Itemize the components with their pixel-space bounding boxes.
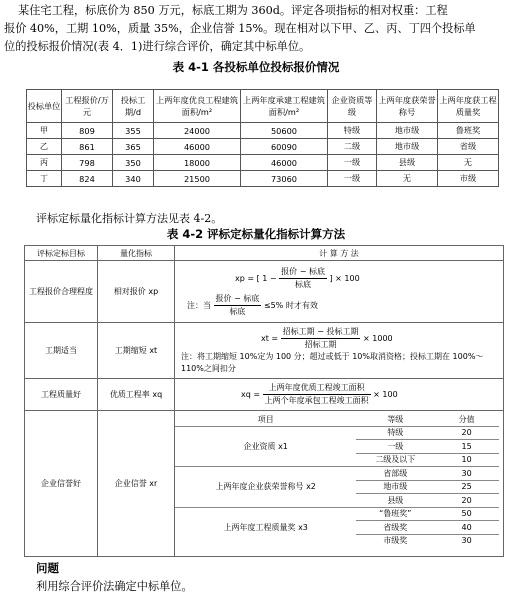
table-row bbox=[25, 323, 504, 379]
price-note: 注：当 $\frac{\text{报价 − 标底}}{\text{标底}}$ ≤5% 时才有效 bbox=[187, 293, 318, 316]
table2-reference-text: 评标定标量化指标计算方法见表 4-2。 bbox=[36, 212, 223, 225]
cell: 一级 bbox=[328, 155, 377, 171]
cell: 省级 bbox=[438, 139, 499, 155]
cell: 18000 bbox=[154, 155, 241, 171]
table-row bbox=[27, 155, 499, 171]
cell: 特级 bbox=[328, 123, 377, 139]
col-header: 评标定标目标 bbox=[25, 246, 98, 261]
cell: 809 bbox=[62, 123, 113, 139]
table-row bbox=[25, 379, 504, 411]
duration-formula: xt = $\frac{\text{招标工期 − 投标工期}}{\text{招标工期}}$ × 1000 bbox=[261, 327, 393, 349]
fraction: $\frac{\text{报价 − 标底}}{\text{标底}}$ bbox=[215, 293, 260, 316]
cell: 340 bbox=[113, 171, 154, 187]
cell: 无 bbox=[438, 155, 499, 171]
indicator-cell: 工期缩短 xt bbox=[98, 323, 175, 379]
cell: 824 bbox=[62, 171, 113, 187]
score: 50 bbox=[434, 507, 499, 521]
inner-col-header: 等级 bbox=[387, 414, 404, 424]
scoring-method-table bbox=[24, 245, 504, 557]
grade: 省部级 bbox=[356, 467, 434, 481]
grade: 地市级 bbox=[356, 480, 434, 494]
goal-cell: 企业信誉好 bbox=[25, 411, 98, 557]
list-item bbox=[175, 507, 499, 521]
fraction: $\frac{\text{报价 − 标底}}{\text{标底}}$ bbox=[281, 266, 325, 289]
duration-note: 注：将工期缩短 10%定为 100 分；超过或低于 10%取消资格；投标工期在 100%～110%之间扣分 bbox=[181, 352, 484, 373]
col-header: 上两年度优良工程建筑面积/m² bbox=[154, 90, 241, 123]
cell: 73060 bbox=[241, 171, 328, 187]
bid-table-header bbox=[27, 90, 499, 123]
table-row bbox=[25, 261, 504, 323]
table-row bbox=[25, 411, 504, 557]
goal-cell: 工程质量好 bbox=[25, 379, 98, 411]
table-row bbox=[27, 123, 499, 139]
col-header: 工程报价/万元 bbox=[62, 90, 113, 123]
reputation-cell bbox=[175, 411, 504, 557]
grade: 县级 bbox=[356, 494, 434, 508]
col-header: 投标单位 bbox=[27, 90, 62, 123]
intro-line-1: 某住宅工程，标底价为 850 万元，标底工期为 360d。评定各项指标的相对权重：工程 bbox=[18, 4, 448, 17]
cell: 无 bbox=[377, 171, 438, 187]
col-header: 上两年度承建工程建筑面积/m² bbox=[241, 90, 328, 123]
cell: 46000 bbox=[154, 139, 241, 155]
col-header: 量化指标 bbox=[98, 246, 175, 261]
cell: 乙 bbox=[27, 139, 62, 155]
list-item bbox=[175, 426, 499, 440]
grade: 省级奖 bbox=[356, 521, 434, 535]
cell: 地市级 bbox=[377, 123, 438, 139]
score: 15 bbox=[434, 440, 499, 454]
cell: 21500 bbox=[154, 171, 241, 187]
indicator-cell: 企业信誉 xr bbox=[98, 411, 175, 557]
question-heading: 问题 bbox=[36, 561, 59, 575]
formula-cell bbox=[175, 323, 504, 379]
grade: 市级奖 bbox=[356, 534, 434, 547]
inner-col-header: 项目 bbox=[257, 414, 274, 424]
goal-cell: 工程报价合理程度 bbox=[25, 261, 98, 323]
inner-col-header: 分值 bbox=[458, 414, 475, 424]
bid-table bbox=[26, 89, 499, 187]
grade: 特级 bbox=[356, 426, 434, 440]
cell: 60090 bbox=[241, 139, 328, 155]
score: 20 bbox=[434, 426, 499, 440]
goal-cell: 工期适当 bbox=[25, 323, 98, 379]
indicator-cell: 优质工程率 xq bbox=[98, 379, 175, 411]
score: 30 bbox=[434, 467, 499, 481]
col-header: 企业资质等级 bbox=[328, 90, 377, 123]
table1-title: 表 4-1 各投标单位投标报价情况 bbox=[172, 60, 340, 74]
scoring-table-header bbox=[25, 246, 504, 261]
grade: 一级 bbox=[356, 440, 434, 454]
cell: 24000 bbox=[154, 123, 241, 139]
cell: 350 bbox=[113, 155, 154, 171]
score: 40 bbox=[434, 521, 499, 535]
cell: 798 bbox=[62, 155, 113, 171]
inner-header bbox=[175, 413, 499, 426]
score: 30 bbox=[434, 534, 499, 547]
cell: 丁 bbox=[27, 171, 62, 187]
score: 10 bbox=[434, 453, 499, 467]
intro-line-3: 位的投标报价情况(表 4．1)进行综合评价，确定其中标单位。 bbox=[4, 40, 311, 53]
cell: 鲁班奖 bbox=[438, 123, 499, 139]
indicator-cell: 相对报价 xp bbox=[98, 261, 175, 323]
col-header: 投标工期/d bbox=[113, 90, 154, 123]
fraction: $\frac{\text{招标工期 − 投标工期}}{\text{招标工期}}$ bbox=[282, 327, 359, 349]
cell: 丙 bbox=[27, 155, 62, 171]
cell: 46000 bbox=[241, 155, 328, 171]
table2-title: 表 4-2 评标定标量化指标计算方法 bbox=[166, 227, 346, 241]
price-formula: xp = [ 1 − $\frac{\text{报价 − 标底}}{\text{标底}}$ ] × 100 bbox=[235, 266, 360, 289]
cell: 县级 bbox=[377, 155, 438, 171]
score: 20 bbox=[434, 494, 499, 508]
cell: 355 bbox=[113, 123, 154, 139]
grade: 二级及以下 bbox=[356, 453, 434, 467]
formula-cell bbox=[175, 261, 504, 323]
cell: 甲 bbox=[27, 123, 62, 139]
inner-item: 企业资质 x1 bbox=[175, 426, 356, 467]
inner-item: 上两年度企业获荣誉称号 x2 bbox=[175, 467, 356, 508]
cell: 50600 bbox=[241, 123, 328, 139]
cell: 二级 bbox=[328, 139, 377, 155]
cell: 一级 bbox=[328, 171, 377, 187]
reputation-score-table bbox=[175, 413, 499, 547]
inner-item: 上两年度工程质量奖 x3 bbox=[175, 507, 356, 547]
cell: 861 bbox=[62, 139, 113, 155]
intro-line-2: 报价 40%，工期 10%，质量 35%，企业信誉 15%。现在相对以下甲、乙、丙、丁四个投标单 bbox=[4, 22, 476, 35]
question-text: 利用综合评价法确定中标单位。 bbox=[36, 580, 193, 593]
cell: 地市级 bbox=[377, 139, 438, 155]
col-header: 上两年度获荣誉称号 bbox=[377, 90, 438, 123]
col-header: 计 算 方 法 bbox=[175, 246, 504, 261]
score: 25 bbox=[434, 480, 499, 494]
cell: 365 bbox=[113, 139, 154, 155]
table-row bbox=[27, 139, 499, 155]
list-item bbox=[175, 467, 499, 481]
quality-formula: xq = $\frac{\text{上两年度优质工程竣工面积}}{\text{上两个年度承包工程竣工面积}}$ × 100 bbox=[241, 383, 398, 405]
fraction: $\frac{\text{上两年度优质工程竣工面积}}{\text{上两个年度承包工程竣工面积}}$ bbox=[264, 383, 369, 405]
table-row bbox=[27, 171, 499, 187]
intro-paragraph bbox=[4, 2, 506, 56]
formula-cell bbox=[175, 379, 504, 411]
cell: 市级 bbox=[438, 171, 499, 187]
col-header: 上两年度获工程质量奖 bbox=[438, 90, 499, 123]
grade: “鲁班奖” bbox=[356, 507, 434, 521]
